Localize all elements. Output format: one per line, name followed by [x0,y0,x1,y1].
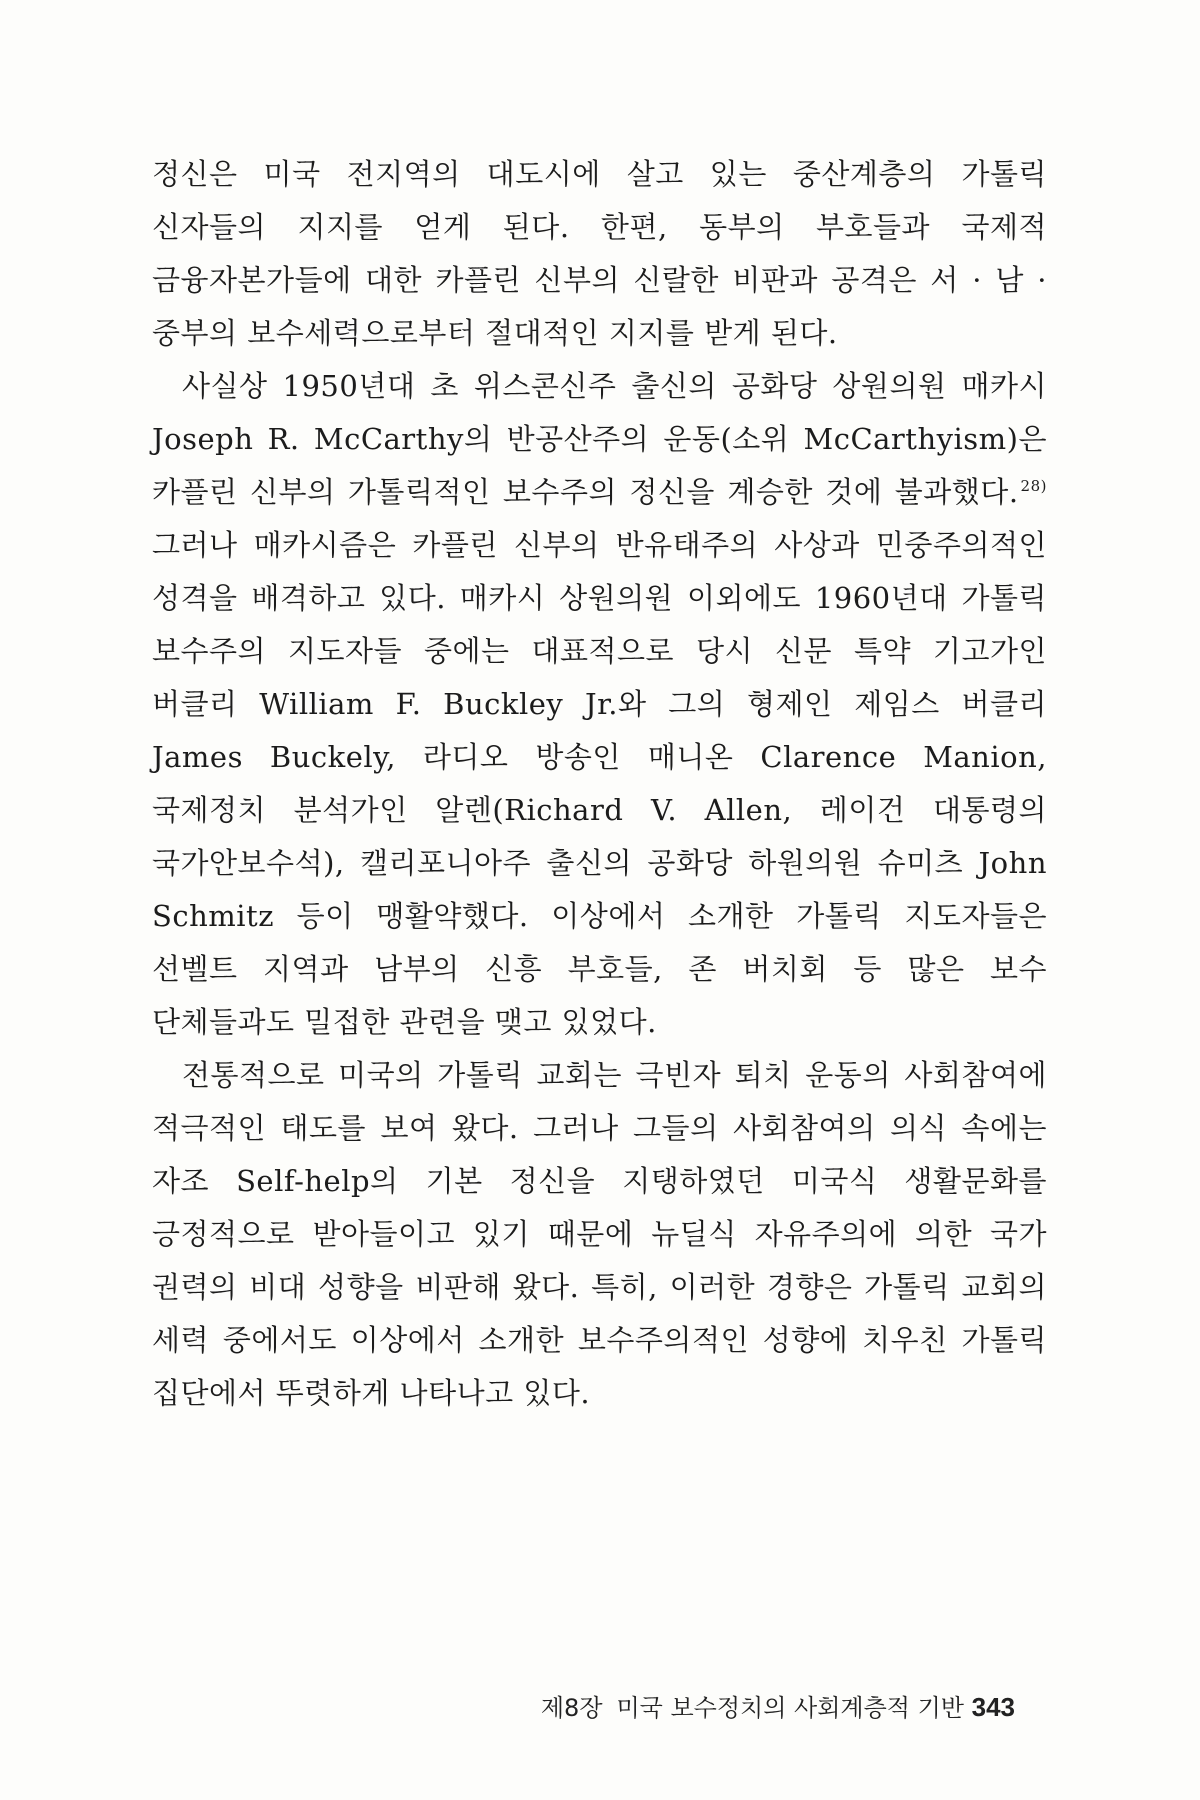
footnote-reference[interactable]: 28) [1020,477,1047,496]
chapter-number: 제8장 [540,1694,603,1722]
running-footer [541,1688,1015,1723]
paragraph-2 [152,360,1047,1049]
chapter-title: 미국 보수정치의 사회계층적 기반 [616,1694,964,1722]
paragraph-2-text-after-note: 그러나 매카시즘은 카플린 신부의 반유태주의 사상과 민중주의적인 성격을 배격하고 있다. 매카시 상원의원 이외에도 1960년대 가톨릭 보수주의 지도자들 중에는 대표적으로 당시 신문 특약 기고가인 버클리 William F. Buckley Jr.와 그의 형제인 제임스 버클리 James Buckely, 라디오 방송인 매니온 Clarence Manion, 국제정치 분석가인 알렌(Richard V. Allen, 레이건 대통령의 국가안보수석), 캘리포니아주 출신의 공화당 하원의원 슈미츠 John Schmitz 등이 맹활약했다. 이상에서 소개한 가톨릭 지도자들은 선벨트 지역과 남부의 신흥 부호들, 존 버치회 등 많은 보수 단체들과도 밀접한 관련을 맺고 있었다. [152,528,1047,1039]
body-text [152,148,1047,1420]
paragraph-3 [152,1049,1047,1420]
paragraph-1 [152,148,1047,360]
paragraph-3-text: 전통적으로 미국의 가톨릭 교회는 극빈자 퇴치 운동의 사회참여에 적극적인 태도를 보여 왔다. 그러나 그들의 사회참여의 의식 속에는 자조 Self-help의 기본 정신을 지탱하였던 미국식 생활문화를 긍정적으로 받아들이고 있기 때문에 뉴딜식 자유주의에 의한 국가 권력의 비대 성향을 비판해 왔다. 특히, 이러한 경향은 가톨릭 교회의 세력 중에서도 이상에서 소개한 보수주의적인 성향에 치우친 가톨릭 집단에서 뚜렷하게 나타나고 있다. [152,1058,1047,1410]
paragraph-1-text: 정신은 미국 전지역의 대도시에 살고 있는 중산계층의 가톨릭 신자들의 지지를 얻게 된다. 한편, 동부의 부호들과 국제적 금융자본가들에 대한 카플린 신부의 신랄한 비판과 공격은 서 · 남 · 중부의 보수세력으로부터 절대적인 지지를 받게 된다. [152,157,1047,350]
paragraph-2-text-before-note: 사실상 1950년대 초 위스콘신주 출신의 공화당 상원의원 매카시 Joseph R. McCarthy의 반공산주의 운동(소위 McCarthyism)은 카플린 신부의 가톨릭적인 보수주의 정신을 계승한 것에 불과했다. [152,369,1047,509]
page-number: 343 [971,1692,1015,1722]
